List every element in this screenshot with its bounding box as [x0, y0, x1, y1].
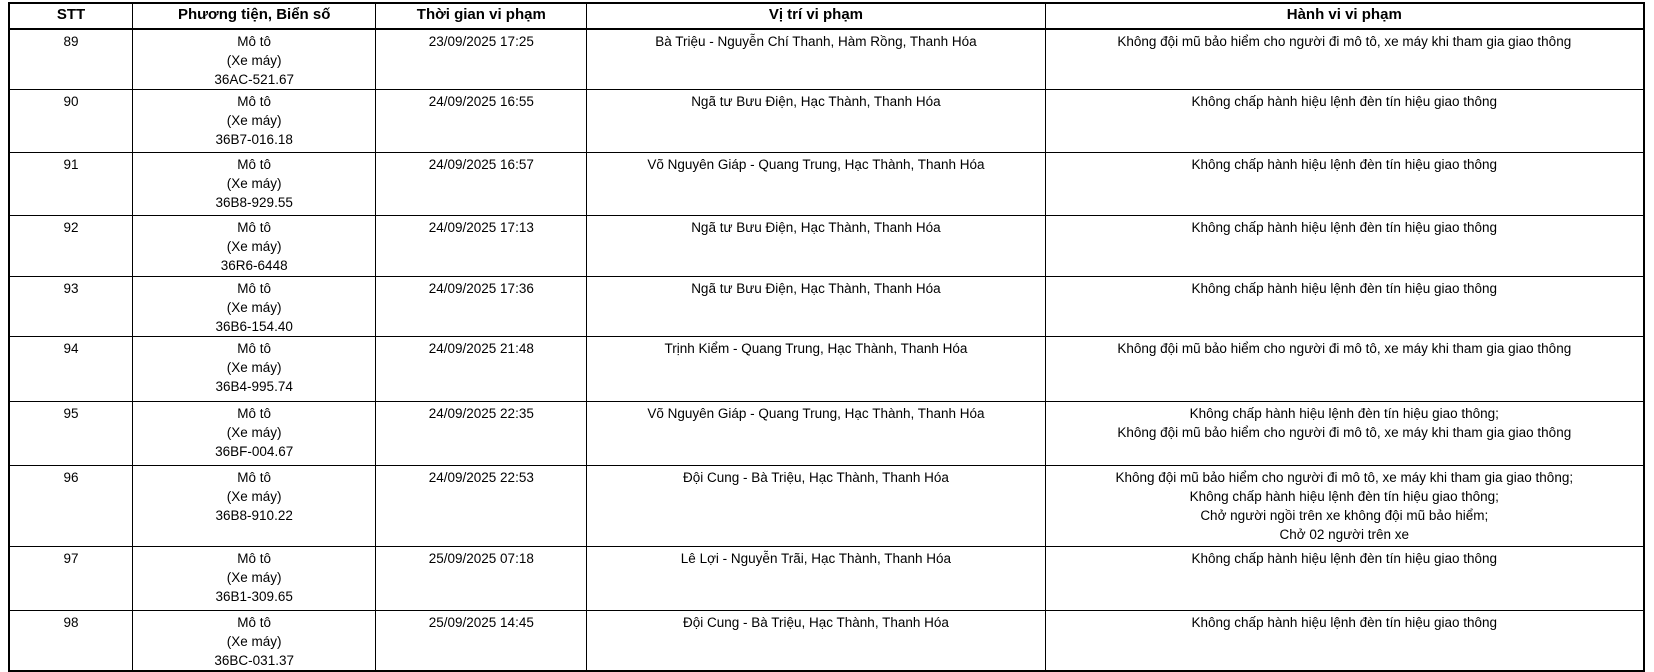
cell-line: 36R6-6448	[220, 258, 288, 273]
cell-line: 24/09/2025 21:48	[428, 341, 534, 356]
cell-line: 89	[63, 34, 79, 49]
cell-line: (Xe máy)	[226, 360, 282, 375]
cell-line: Chở người ngồi trên xe không đội mũ bảo hiểm;	[1200, 508, 1489, 523]
table-row	[9, 277, 1644, 337]
cell-line: 36BC-031.37	[214, 653, 294, 668]
cell-line: Mô tô	[237, 34, 272, 49]
cell-line: Mô tô	[237, 341, 272, 356]
stt-cell	[9, 611, 133, 672]
cell-line: Mô tô	[237, 157, 272, 172]
cell-line: 94	[63, 341, 79, 356]
vehicle-cell	[133, 337, 376, 402]
table-body	[9, 29, 1644, 671]
stt-cell	[9, 402, 133, 466]
cell-line: Lê Lợi - Nguyễn Trãi, Hạc Thành, Thanh Hóa	[680, 551, 952, 566]
cell-line: 36B6-154.40	[215, 319, 293, 334]
table-row	[9, 611, 1644, 672]
cell-line: Không đội mũ bảo hiểm cho người đi mô tô, xe máy khi tham gia giao thông	[1117, 341, 1572, 356]
location-cell	[587, 466, 1045, 547]
cell-line: Võ Nguyên Giáp - Quang Trung, Hạc Thành, Thanh Hóa	[647, 406, 985, 421]
violation-cell	[1045, 547, 1644, 611]
cell-line: Đội Cung - Bà Triệu, Hạc Thành, Thanh Hóa	[682, 615, 949, 630]
vehicle-cell	[133, 29, 376, 90]
table-row	[9, 466, 1644, 547]
table-row	[9, 153, 1644, 216]
time-cell	[376, 337, 587, 402]
stt-cell	[9, 277, 133, 337]
cell-line: Không chấp hành hiệu lệnh đèn tín hiệu giao thông	[1191, 94, 1498, 109]
violation-cell	[1045, 216, 1644, 277]
table-row	[9, 402, 1644, 466]
cell-line: Mô tô	[237, 281, 272, 296]
location-cell	[587, 29, 1045, 90]
cell-line: Mô tô	[237, 220, 272, 235]
cell-line: 36AC-521.67	[214, 72, 294, 87]
column-header-violation: Hành vi vi phạm	[1045, 3, 1644, 29]
cell-line: Đội Cung - Bà Triệu, Hạc Thành, Thanh Hóa	[682, 470, 949, 485]
stt-cell	[9, 216, 133, 277]
cell-line: Không đội mũ bảo hiểm cho người đi mô tô, xe máy khi tham gia giao thông;	[1115, 470, 1574, 485]
vehicle-cell	[133, 466, 376, 547]
cell-line: Chở 02 người trên xe	[1279, 527, 1410, 542]
cell-line: (Xe máy)	[226, 53, 282, 68]
cell-line: 24/09/2025 22:53	[428, 470, 534, 485]
vehicle-cell	[133, 277, 376, 337]
cell-line: 36B8-910.22	[215, 508, 293, 523]
cell-line: Ngã tư Bưu Điện, Hạc Thành, Thanh Hóa	[691, 94, 941, 109]
cell-line: Mô tô	[237, 94, 272, 109]
cell-line: (Xe máy)	[226, 300, 282, 315]
table-row	[9, 29, 1644, 90]
cell-line: (Xe máy)	[226, 425, 282, 440]
table-header	[9, 3, 1644, 29]
cell-line: 36B8-929.55	[215, 195, 293, 210]
time-cell	[376, 466, 587, 547]
location-cell	[587, 547, 1045, 611]
stt-cell	[9, 466, 133, 547]
violation-cell	[1045, 153, 1644, 216]
vehicle-cell	[133, 90, 376, 153]
time-cell	[376, 547, 587, 611]
cell-line: 97	[63, 551, 79, 566]
vehicle-cell	[133, 402, 376, 466]
cell-line: 24/09/2025 16:55	[428, 94, 534, 109]
time-cell	[376, 153, 587, 216]
cell-line: 93	[63, 281, 79, 296]
cell-line: 24/09/2025 17:36	[428, 281, 534, 296]
violations-table	[8, 2, 1645, 672]
cell-line: 96	[63, 470, 79, 485]
cell-line: 36B4-995.74	[215, 379, 293, 394]
cell-line: 24/09/2025 16:57	[428, 157, 534, 172]
location-cell	[587, 611, 1045, 672]
location-cell	[587, 90, 1045, 153]
vehicle-cell	[133, 611, 376, 672]
location-cell	[587, 402, 1045, 466]
cell-line: 36B7-016.18	[215, 132, 293, 147]
column-header-vehicle: Phương tiện, Biển số	[133, 3, 376, 29]
cell-line: Không chấp hành hiệu lệnh đèn tín hiệu giao thông;	[1189, 406, 1499, 421]
violation-cell	[1045, 277, 1644, 337]
cell-line: 95	[63, 406, 79, 421]
cell-line: Không đội mũ bảo hiểm cho người đi mô tô, xe máy khi tham gia giao thông	[1117, 425, 1572, 440]
table-row	[9, 216, 1644, 277]
cell-line: Ngã tư Bưu Điện, Hạc Thành, Thanh Hóa	[691, 281, 941, 296]
cell-line: (Xe máy)	[226, 489, 282, 504]
cell-line: 91	[63, 157, 79, 172]
cell-line: Không chấp hành hiệu lệnh đèn tín hiệu giao thông	[1191, 157, 1498, 172]
cell-line: (Xe máy)	[226, 176, 282, 191]
violation-cell	[1045, 611, 1644, 672]
cell-line: Mô tô	[237, 470, 272, 485]
cell-line: 36BF-004.67	[215, 444, 294, 459]
cell-line: Mô tô	[237, 551, 272, 566]
column-header-location: Vị trí vi phạm	[587, 3, 1045, 29]
table-row	[9, 337, 1644, 402]
cell-line: 92	[63, 220, 79, 235]
cell-line: Mô tô	[237, 615, 272, 630]
location-cell	[587, 277, 1045, 337]
time-cell	[376, 90, 587, 153]
violations-table-container	[8, 2, 1645, 672]
cell-line: Không chấp hành hiệu lệnh đèn tín hiệu giao thông	[1191, 551, 1498, 566]
cell-line: 23/09/2025 17:25	[428, 34, 534, 49]
stt-cell	[9, 90, 133, 153]
time-cell	[376, 402, 587, 466]
cell-line: 36B1-309.65	[215, 589, 293, 604]
violation-cell	[1045, 90, 1644, 153]
violation-cell	[1045, 29, 1644, 90]
time-cell	[376, 29, 587, 90]
vehicle-cell	[133, 547, 376, 611]
cell-line: Không đội mũ bảo hiểm cho người đi mô tô, xe máy khi tham gia giao thông	[1117, 34, 1572, 49]
cell-line: (Xe máy)	[226, 239, 282, 254]
cell-line: Không chấp hành hiệu lệnh đèn tín hiệu giao thông	[1191, 615, 1498, 630]
location-cell	[587, 337, 1045, 402]
time-cell	[376, 611, 587, 672]
stt-cell	[9, 547, 133, 611]
cell-line: Mô tô	[237, 406, 272, 421]
cell-line: Trịnh Kiểm - Quang Trung, Hạc Thành, Thanh Hóa	[664, 341, 968, 356]
header-row	[9, 3, 1644, 29]
cell-line: Không chấp hành hiệu lệnh đèn tín hiệu giao thông;	[1189, 489, 1499, 504]
cell-line: (Xe máy)	[226, 113, 282, 128]
cell-line: Không chấp hành hiệu lệnh đèn tín hiệu giao thông	[1191, 281, 1498, 296]
cell-line: 24/09/2025 17:13	[428, 220, 534, 235]
violation-cell	[1045, 466, 1644, 547]
cell-line: (Xe máy)	[226, 570, 282, 585]
table-row	[9, 547, 1644, 611]
cell-line: Bà Triệu - Nguyễn Chí Thanh, Hàm Rồng, Thanh Hóa	[655, 34, 977, 49]
cell-line: Võ Nguyên Giáp - Quang Trung, Hạc Thành, Thanh Hóa	[647, 157, 985, 172]
time-cell	[376, 277, 587, 337]
vehicle-cell	[133, 153, 376, 216]
cell-line: 25/09/2025 07:18	[428, 551, 534, 566]
cell-line: 24/09/2025 22:35	[428, 406, 534, 421]
stt-cell	[9, 29, 133, 90]
cell-line: 25/09/2025 14:45	[428, 615, 534, 630]
cell-line: Ngã tư Bưu Điện, Hạc Thành, Thanh Hóa	[691, 220, 941, 235]
cell-line: Không chấp hành hiệu lệnh đèn tín hiệu giao thông	[1191, 220, 1498, 235]
violation-cell	[1045, 337, 1644, 402]
stt-cell	[9, 153, 133, 216]
cell-line: 98	[63, 615, 79, 630]
cell-line: 90	[63, 94, 79, 109]
time-cell	[376, 216, 587, 277]
column-header-time: Thời gian vi phạm	[376, 3, 587, 29]
location-cell	[587, 153, 1045, 216]
table-row	[9, 90, 1644, 153]
column-header-stt: STT	[9, 3, 133, 29]
violation-cell	[1045, 402, 1644, 466]
stt-cell	[9, 337, 133, 402]
vehicle-cell	[133, 216, 376, 277]
location-cell	[587, 216, 1045, 277]
cell-line: (Xe máy)	[226, 634, 282, 649]
